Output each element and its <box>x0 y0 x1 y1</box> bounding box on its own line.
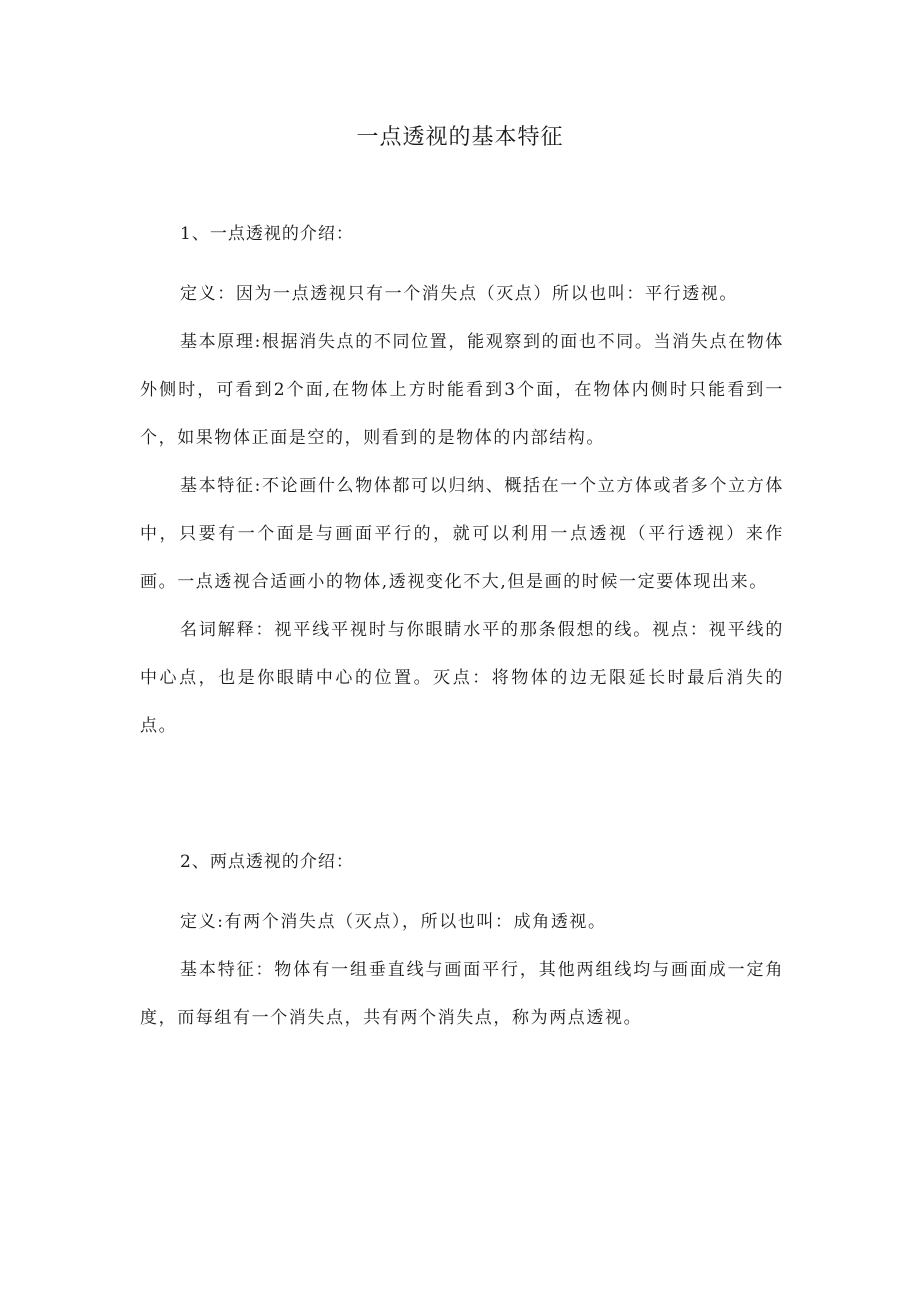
features-paragraph <box>140 462 784 606</box>
definition-label: 定义： <box>180 284 236 304</box>
principle-text: 根据消失点的不同位置，能观察到的面也不同。当消失点在物体外侧时，可看到2个面,在物体上方时能看到3个面，在物体内侧时只能看到一个，如果物体正面是空的，则看到的是物体的内部结构。 <box>140 332 784 448</box>
section-heading: 1、一点透视的介绍： <box>180 224 354 244</box>
features-text: 不论画什么物体都可以归纳、概括在一个立方体或者多个立方体中，只要有一个面是与画面平行的，就可以利用一点透视（平行透视）来作画。一点透视合适画小的物体,透视变化不大,但是画的时候一定要体现出来。 <box>140 476 784 592</box>
section-two-point-perspective <box>140 850 784 1042</box>
document-title: 一点透视的基本特征 <box>356 125 564 150</box>
glossary-paragraph <box>140 606 784 750</box>
definition-text: 因为一点透视只有一个消失点（灭点）所以也叫：平行透视。 <box>235 284 739 304</box>
principle-label: 基本原理: <box>180 332 262 352</box>
definition-paragraph <box>140 270 784 318</box>
glossary-label: 名词解释： <box>180 620 275 640</box>
features-text: 物体有一组垂直线与画面平行，其他两组线均与画面成一定角度，而每组有一个消失点，共有两个消失点，称为两点透视。 <box>140 960 784 1028</box>
features-label: 基本特征: <box>180 476 262 496</box>
definition-paragraph <box>140 898 784 946</box>
glossary-text: 视平线平视时与你眼睛水平的那条假想的线。视点：视平线的中心点，也是你眼睛中心的位置。灭点：将物体的边无限延长时最后消失的点。 <box>140 620 784 736</box>
principle-paragraph <box>140 318 784 462</box>
features-label: 基本特征： <box>180 960 275 980</box>
definition-text: 有两个消失点（灭点），所以也叫：成角透视。 <box>224 912 607 932</box>
section-heading: 2、两点透视的介绍： <box>180 852 354 872</box>
definition-label: 定义: <box>180 912 225 932</box>
features-paragraph <box>140 946 784 1042</box>
section-one-point-perspective <box>140 222 784 750</box>
